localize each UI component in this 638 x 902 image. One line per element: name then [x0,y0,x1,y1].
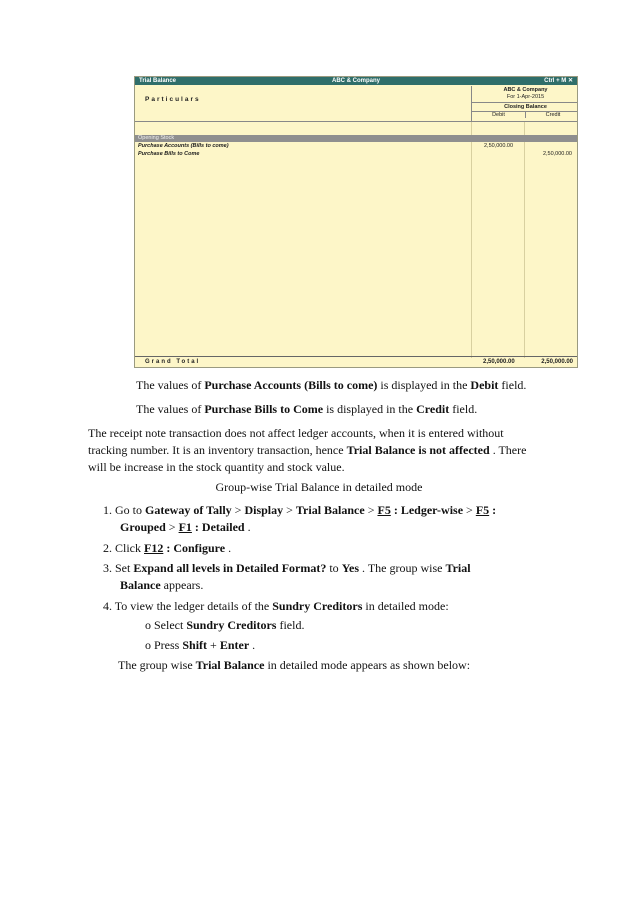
column-header [471,86,578,121]
step-3: 3. Set Expand all levels in Detailed Format? to Yes . The group wise Trial [103,561,471,575]
explanation-paragraph: The receipt note transaction does not affect ledger accounts, when it is entered without tracking number. It is an inventory transaction, hence Trial Balance is not affected . There will be increase in the stock quantity and stock value. [88,426,527,474]
title-shortcut: Ctrl + M ✕ [544,78,573,84]
period: For 1-Apr-2015 [506,94,545,100]
company-name: ABC & Company [503,87,548,93]
grand-total-debit: 2,50,000.00 [483,359,515,365]
closing-balance-header: Closing Balance [472,102,578,110]
grand-total-credit: 2,50,000.00 [541,359,573,365]
substep-press: o Press Shift + Enter . [145,638,256,652]
ledger-name: Purchase Accounts (Bills to come) [138,143,229,149]
title-report: Trial Balance [139,78,177,84]
ledger-credit: 2,50,000.00 [542,151,572,157]
debit-caption: The values of Purchase Accounts (Bills to come) is displayed in the Debit field. [136,378,527,392]
step-3-continued: Balance appears. [120,578,204,592]
tally-title-bar [135,77,577,85]
step-1: 1. Go to Gateway of Tally > Display > Trial Balance > F5 : Ledger-wise > F5 : [103,503,497,517]
substep-select: o Select Sundry Creditors field. [145,618,305,632]
ledger-debit: 2,50,000.00 [484,143,514,149]
header-divider [135,121,577,122]
credit-caption: The values of Purchase Bills to Come is displayed in the Credit field. [136,402,478,416]
credit-header: Credit [525,111,578,118]
debit-column-divider [471,122,472,358]
grand-total-row [135,356,577,367]
particulars-heading: Particulars [145,96,201,103]
step-4: 4. To view the ledger details of the Sundry Creditors in detailed mode: [103,599,449,613]
grand-total-label: Grand Total [145,359,201,365]
close-icon[interactable]: ✕ [567,78,573,84]
step-1-continued: Grouped > F1 : Detailed . [120,520,251,534]
step-2: 2. Click F12 : Configure . [103,541,232,555]
section-heading: Group-wise Trial Balance in detailed mode [215,480,423,494]
debit-header: Debit [472,111,525,118]
closing-sentence: The group wise Trial Balance in detailed mode appears as shown below: [118,658,471,672]
tally-trial-balance-screenshot [134,76,578,368]
credit-column-divider [524,122,525,358]
ledger-name: Purchase Bills to Come [138,151,200,157]
title-company: ABC & Company [331,78,380,84]
opening-stock-row[interactable]: Opening Stock [135,135,577,142]
